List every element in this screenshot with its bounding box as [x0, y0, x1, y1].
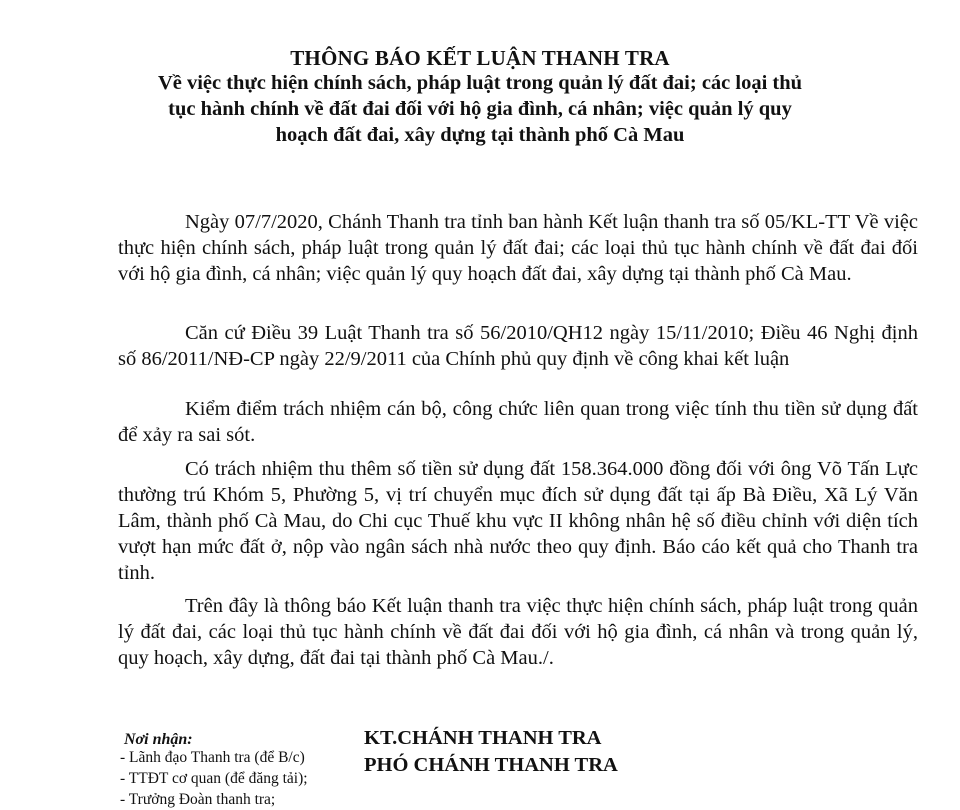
- document-subtitle: Về việc thực hiện chính sách, pháp luật trong quản lý đất đai; các loại thủ tục hành chính về đất đai đối với hộ gia đình, cá nhân; việc quản lý quy hoạch đất đai, xây dựng tại thành phố Cà Mau: [157, 72, 803, 146]
- recipient-item: - Lãnh đạo Thanh tra (để B/c): [120, 749, 305, 766]
- paragraph-2: Căn cứ Điều 39 Luật Thanh tra số 56/2010/QH12 ngày 15/11/2010; Điều 46 Nghị định số 86/2011/NĐ-CP ngày 22/9/2011 của Chính phủ quy định về công khai kết luận: [118, 322, 918, 370]
- document-title: THÔNG BÁO KẾT LUẬN THANH TRA: [290, 46, 670, 70]
- paragraph-1: Ngày 07/7/2020, Chánh Thanh tra tỉnh ban hành Kết luận thanh tra số 05/KL-TT Về việc thực hiện chính sách, pháp luật trong quản lý đất đai; các loại thủ tục hành chính về đất đai đối với hộ gia đình, cá nhân; việc quản lý quy hoạch đất đai, xây dựng tại thành phố Cà Mau.: [118, 211, 918, 285]
- paragraph-3: Kiểm điểm trách nhiệm cán bộ, công chức liên quan trong việc tính thu tiền sử dụng đất để xảy ra sai sót.: [118, 398, 918, 446]
- paragraph-5: Trên đây là thông báo Kết luận thanh tra việc thực hiện chính sách, pháp luật trong quản lý đất đai, các loại thủ tục hành chính về đất đai đối với hộ gia đình, cá nhân và trong quản lý, quy hoạch, xây dựng, đất đai tại thành phố Cà Mau./.: [118, 595, 918, 669]
- signature-position: PHÓ CHÁNH THANH TRA: [364, 754, 618, 776]
- signature-title: KT.CHÁNH THANH TRA: [364, 727, 602, 749]
- recipient-item: - Trưởng Đoàn thanh tra;: [120, 791, 276, 808]
- paragraph-2-clip: [0, 320, 960, 380]
- paragraph-4: Có trách nhiệm thu thêm số tiền sử dụng đất 158.364.000 đồng đối với ông Võ Tấn Lực thường trú Khóm 5, Phường 5, vị trí chuyển mục đích sử dụng đất tại ấp Bà Điều, Xã Lý Văn Lâm, thành phố Cà Mau, do Chi cục Thuế khu vực II không nhân hệ số điều chỉnh với diện tích vượt hạn mức đất ở, nộp vào ngân sách nhà nước theo quy định. Báo cáo kết quả cho Thanh tra tỉnh.: [118, 458, 918, 584]
- recipients-label: Nơi nhận:: [124, 731, 193, 748]
- recipient-item: - TTĐT cơ quan (để đăng tải);: [120, 770, 308, 787]
- recipients-list: [120, 747, 308, 808]
